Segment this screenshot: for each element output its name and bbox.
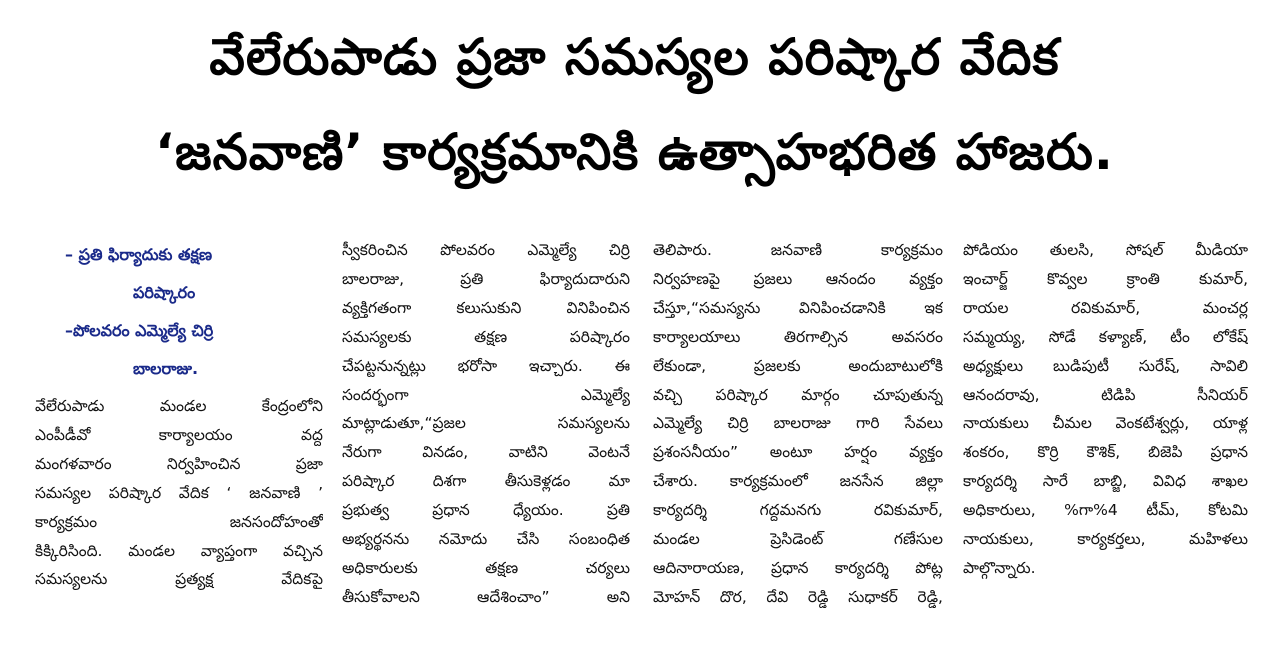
article-column-3 xyxy=(653,236,943,612)
text-line: ఆనందరావు, టిడిపి సీనియర్ xyxy=(963,385,1248,404)
text-line: లేకుండా, ప్రజలకు అందుబాటులోకి xyxy=(653,356,943,375)
text-line: రాయల రవికుమార్, మంచర్ల xyxy=(963,298,1248,317)
headline-line-1: వేలేరుపాడు ప్రజా సమస్యల పరిష్కార వేదిక xyxy=(209,28,1060,86)
text-line: తెలిపారు. జనవాణి కార్యక్రమం xyxy=(653,241,943,259)
text-line: ప్రశంసనీయం” అంటూ హర్షం వ్యక్తం xyxy=(653,443,943,462)
column-body xyxy=(35,392,323,594)
text-line: వేలేరుపాడు మండల కేంద్రంలోని xyxy=(35,397,323,415)
text-line: అధికారులకు తక్షణ చర్యలు xyxy=(342,558,630,577)
text-line: సమస్యలకు తక్షణ పరిష్కారం xyxy=(342,327,630,346)
subheading-line: బాలరాజు. xyxy=(133,359,199,378)
subheading xyxy=(35,236,323,388)
text-line: సమస్యల పరిష్కార వేదిక ‘ జనవాణి ’ xyxy=(35,483,323,502)
text-line: సందర్భంగా ఎమ్మెల్యే xyxy=(342,385,630,404)
text-line: అధికారులు, %గా%4 టీమ్, కోటమి xyxy=(963,501,1248,520)
text-line: చేస్తూ,“సమస్యను వినిపించడానికి ఇక xyxy=(653,298,943,317)
text-line: తీసుకోవాలని ఆదేశించాం” అని xyxy=(342,587,630,606)
text-line: మండల ప్రెసిడెంట్ గణేసుల xyxy=(653,530,943,549)
text-line: కార్యాలయాలు తిరగాల్సిన అవసరం xyxy=(653,327,943,346)
text-line: నేరుగా వినడం, వాటిని వెంటనే xyxy=(342,443,630,462)
text-line: నాయకులు చీమల వెంకటేశ్వర్లు, యాళ్ల xyxy=(963,414,1248,433)
text-line: ఇంచార్జ్ కొవ్వల క్రాంతి కుమార్, xyxy=(963,269,1248,288)
text-line: ఆదినారాయణ, ప్రధాన కార్యదర్శి పోట్ల xyxy=(653,558,943,577)
text-line: సమస్యలను ప్రత్యక్ష వేదికపై xyxy=(35,570,323,589)
text-line: స్వీకరించిన పోలవరం ఎమ్మెల్యే చిర్రి xyxy=(342,241,630,259)
subheading-line: – ప్రతి ఫిర్యాదుకు తక్షణ xyxy=(65,245,213,264)
text-line: ఎమ్మెల్యే చిర్రి బాలరాజు గారి సేవలు xyxy=(653,414,943,433)
text-line: కార్యక్రమం జనసందోహంతో xyxy=(35,512,323,531)
text-line: నాయకులు, కార్యకర్తలు, మహిళలు xyxy=(963,530,1248,549)
article-column-1 xyxy=(35,236,323,594)
text-line: కిక్కిరిసింది. మండల వ్యాప్తంగా వచ్చిన xyxy=(35,541,323,560)
text-line: పోడియం తులసి, సోషల్ మీడియా xyxy=(963,241,1248,259)
text-line: అభ్యర్థనను నమోదు చేసి సంబంధిత xyxy=(342,530,630,549)
article-column-4 xyxy=(963,236,1248,583)
text-line: బాలరాజు, ప్రతి ఫిర్యాదుదారుని xyxy=(342,269,630,288)
text-line: శంకరం, కొర్రి కౌశిక్, బిజెపి ప్రధాన xyxy=(963,443,1248,462)
text-line: చేపట్టనున్నట్లు భరోసా ఇచ్చారు. ఈ xyxy=(342,356,630,375)
text-line: చేశారు. కార్యక్రమంలో జనసేన జిల్లా xyxy=(653,472,943,491)
text-line: మంగళవారం నిర్వహించిన ప్రజా xyxy=(35,454,323,473)
text-line: మాట్లాడుతూ,“ప్రజల సమస్యలను xyxy=(342,414,630,433)
text-line: వచ్చి పరిష్కార మార్గం చూపుతున్న xyxy=(653,385,943,404)
text-line: ఎంపీడీవో కార్యాలయం వద్ద xyxy=(35,425,323,444)
text-line: అధ్యక్షులు బుడిపుటీ సురేష్, సావిలి xyxy=(963,356,1248,375)
subheading-line: –పోలవరం ఎమ్మెల్యే చిర్రి xyxy=(65,321,214,340)
text-line: పరిష్కార దిశగా తీసుకెళ్లడం మా xyxy=(342,472,630,491)
text-line: కార్యదర్శి సారే బాబ్జి, వివిధ శాఖల xyxy=(963,472,1248,491)
article-column-2 xyxy=(342,236,630,612)
text-line: ప్రభుత్వ ప్రధాన ధ్యేయం. ప్రతి xyxy=(342,501,630,520)
text-line: సమ్మయ్య, సోడే కళ్యాణ్, టీం లోకేష్ xyxy=(963,327,1248,346)
text-line: నిర్వహణపై ప్రజలు ఆనందం వ్యక్తం xyxy=(653,269,943,288)
text-line: కార్యదర్శి గద్దమనగు రవికుమార్, xyxy=(653,501,943,520)
text-line: పాల్గొన్నారు. xyxy=(963,558,1036,577)
text-line: మోహన్ దొర, దేవి రెడ్డి సుధాకర్ రెడ్డి, xyxy=(653,587,943,606)
headline-line-2: ‘జనవాణి’ కార్యక్రమానికి ఉత్సాహభరిత హాజరు. xyxy=(155,123,1114,181)
subheading-line: పరిష్కారం xyxy=(133,283,196,302)
text-line: వ్యక్తిగతంగా కలుసుకుని వినిపించిన xyxy=(342,298,630,317)
